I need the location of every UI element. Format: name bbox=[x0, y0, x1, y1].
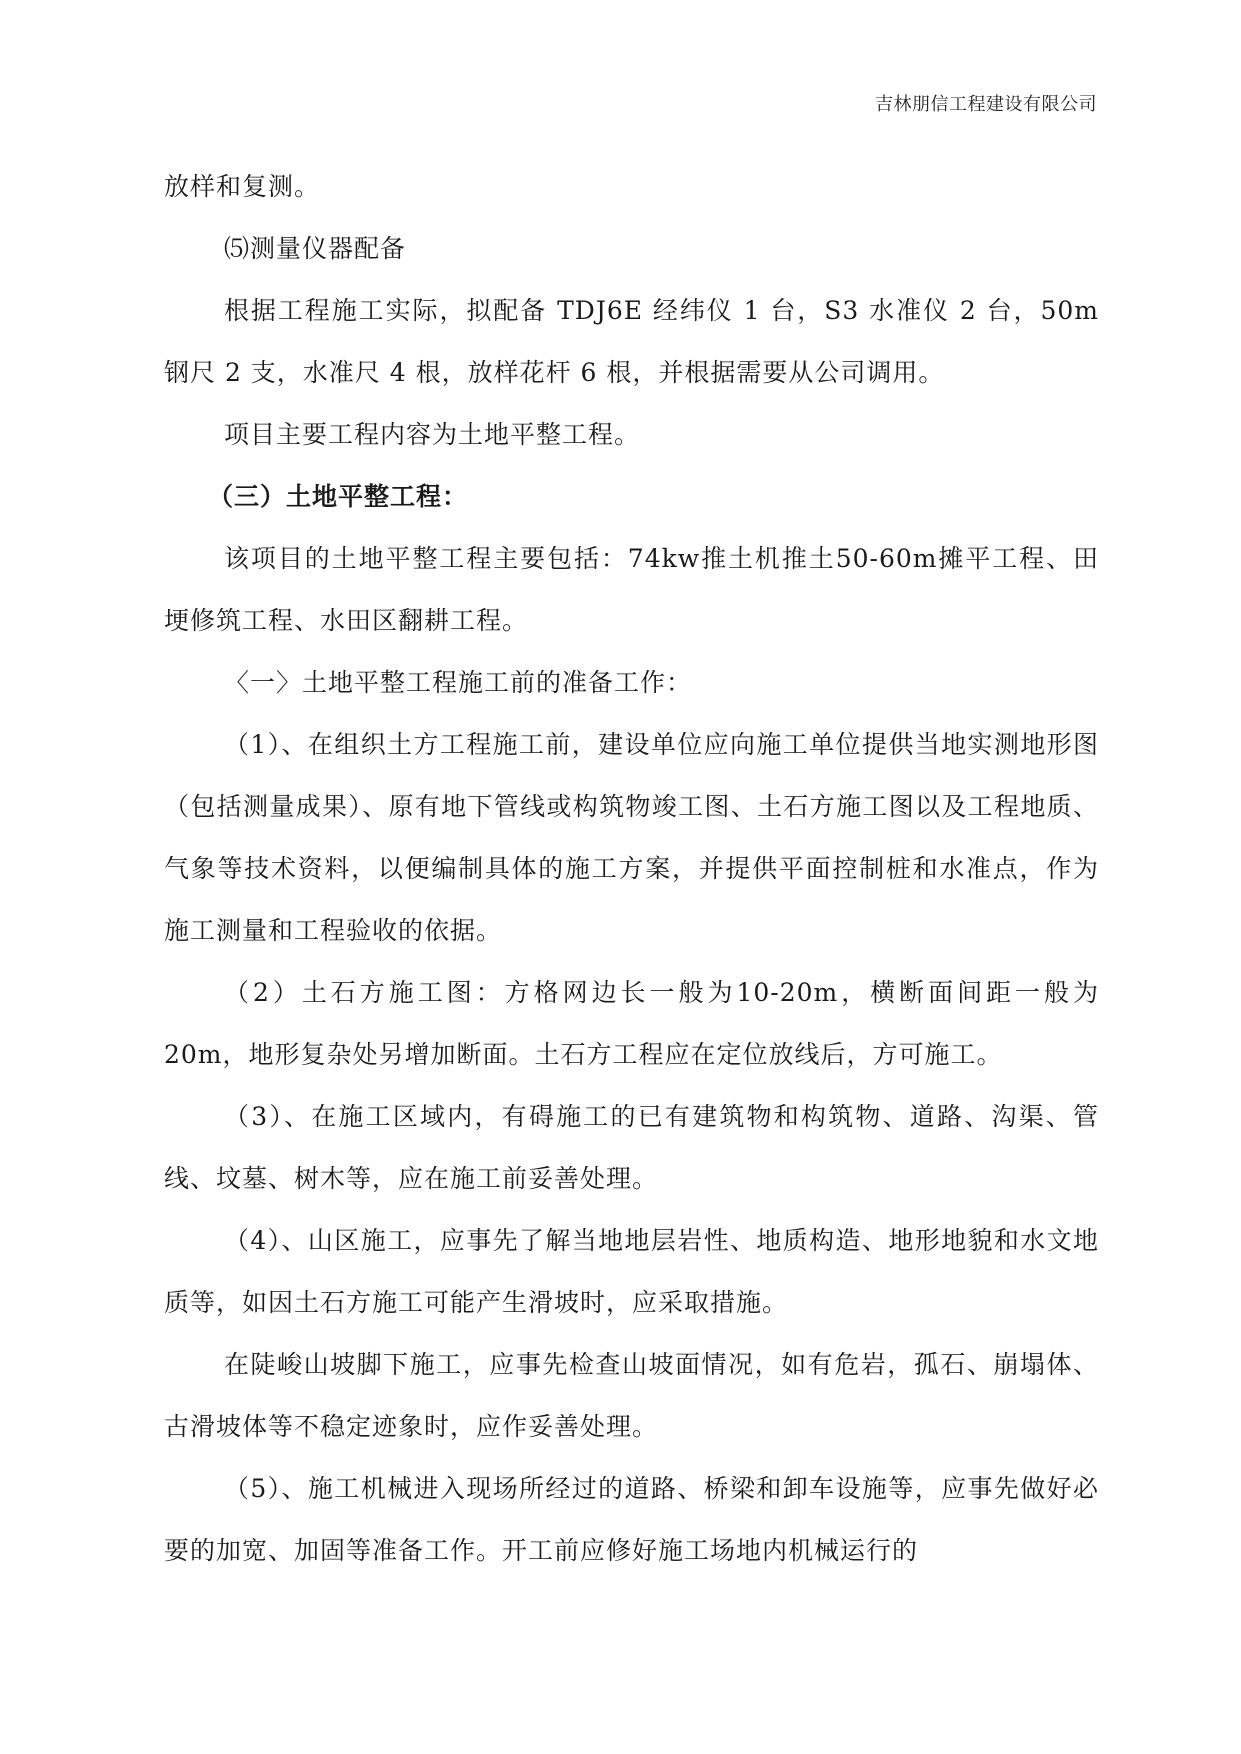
document-body bbox=[164, 156, 1099, 1582]
paragraph-item-5: （5）、施工机械进入现场所经过的道路、桥梁和卸车设施等，应事先做好必要的加宽、加固等准备工作。开工前应修好施工场地内机械运行的 bbox=[164, 1474, 1099, 1565]
header-divider bbox=[164, 126, 1097, 127]
paragraph-main-content: 项目主要工程内容为土地平整工程。 bbox=[224, 420, 641, 449]
page-header-company: 吉林朋信工程建设有限公司 bbox=[875, 94, 1097, 115]
paragraph-continuation: 放样和复测。 bbox=[164, 172, 321, 201]
paragraph-item-3: （3）、在施工区域内，有碍施工的已有建筑物和构筑物、道路、沟渠、管线、坟墓、树木等，应在施工前妥善处理。 bbox=[164, 1102, 1099, 1193]
section-heading-land-leveling: （三）土地平整工程： bbox=[208, 482, 469, 511]
paragraph-instrument-list: 根据工程施工实际，拟配备 TDJ6E 经纬仪 1 台，S3 水准仪 2 台，50m 钢尺 2 支，水准尺 4 根，放样花杆 6 根，并根据需要从公司调用。 bbox=[164, 296, 1099, 387]
paragraph-item-2: （2）土石方施工图：方格网边长一般为10-20m，横断面间距一般为20m，地形复杂处另增加断面。土石方工程应在定位放线后，方可施工。 bbox=[164, 978, 1099, 1069]
paragraph-steep-slope: 在陡峻山坡脚下施工，应事先检查山坡面情况，如有危岩，孤石、崩塌体、古滑坡体等不稳定迹象时，应作妥善处理。 bbox=[164, 1350, 1099, 1441]
paragraph-item-1: （1）、在组织土方工程施工前，建设单位应向施工单位提供当地实测地形图（包括测量成果）、原有地下管线或构筑物竣工图、土石方施工图以及工程地质、气象等技术资料，以便编制具体的施工方案，并提供平面控制桩和水准点，作为施工测量和工程验收的依据。 bbox=[164, 730, 1099, 945]
paragraph-item-4: （4）、山区施工，应事先了解当地地层岩性、地质构造、地形地貌和水文地质等，如因土石方施工可能产生滑坡时，应采取措施。 bbox=[164, 1226, 1099, 1317]
subsection-heading-preparation: 〈一〉土地平整工程施工前的准备工作： bbox=[224, 668, 693, 697]
paragraph-instrument-heading: ⑸测量仪器配备 bbox=[224, 234, 407, 263]
paragraph-land-leveling-scope: 该项目的土地平整工程主要包括：74kw推土机推土50-60m摊平工程、田埂修筑工程、水田区翻耕工程。 bbox=[164, 544, 1099, 635]
